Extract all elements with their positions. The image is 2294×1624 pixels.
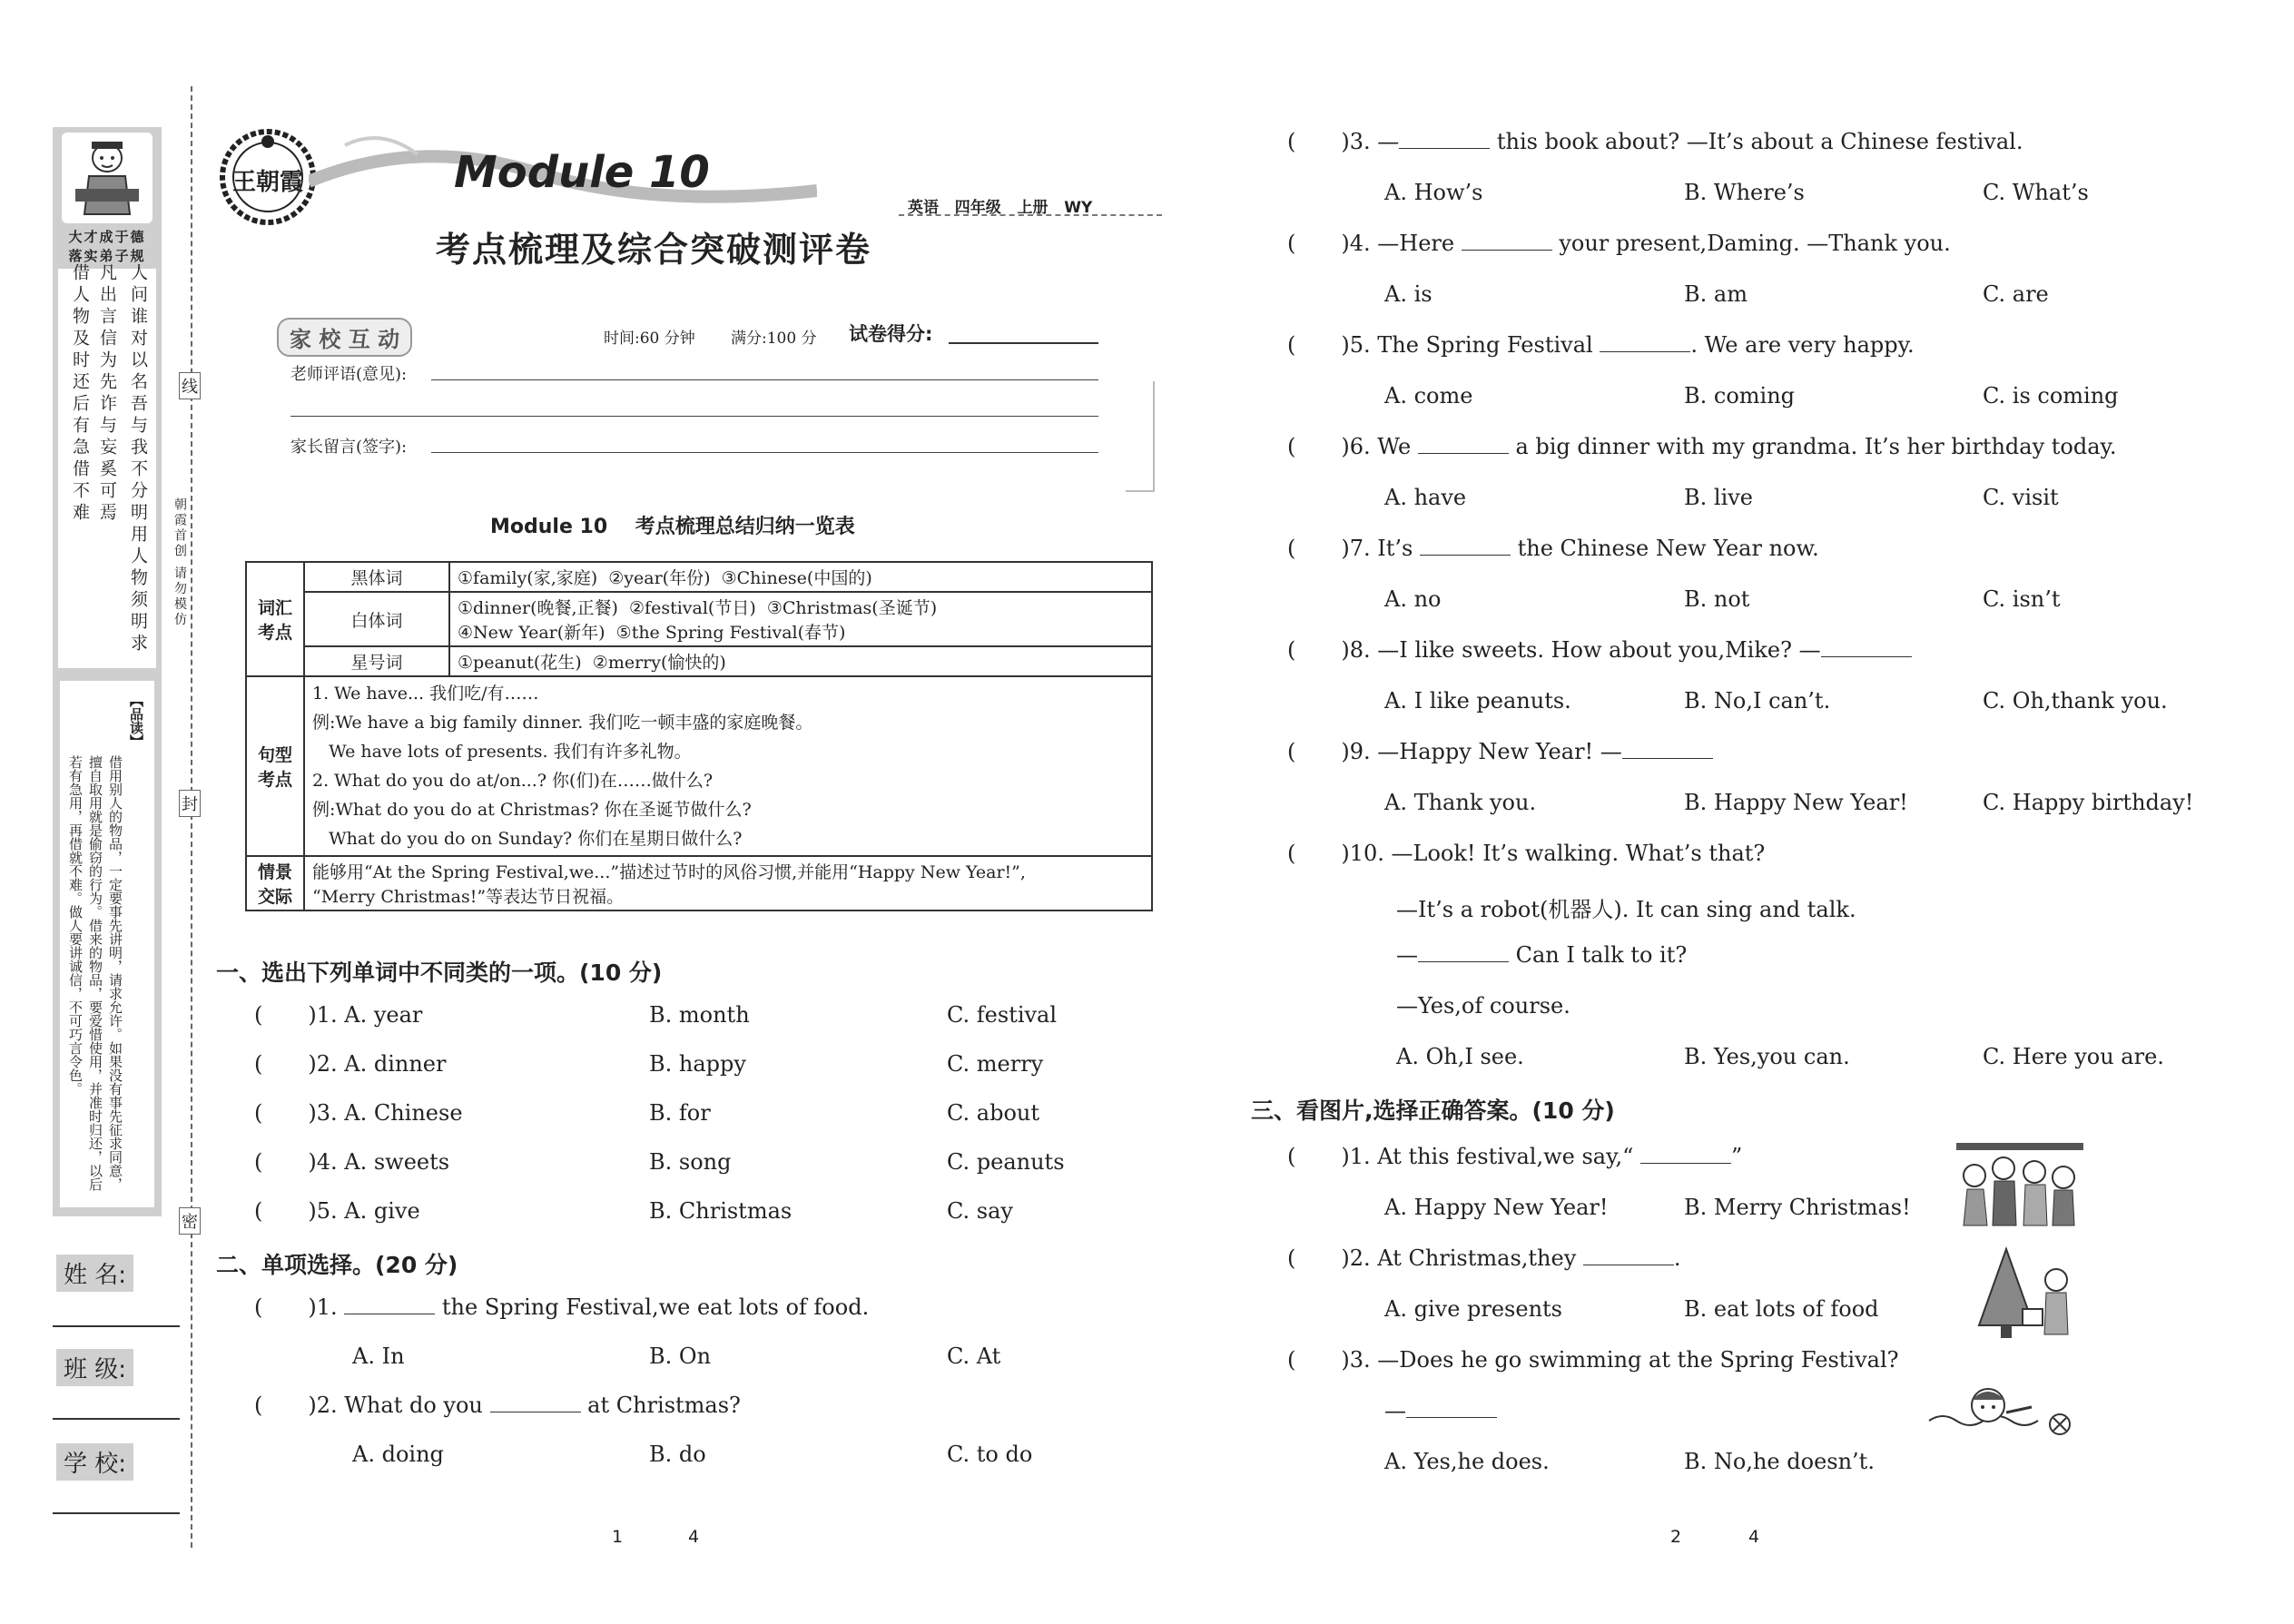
s2-q9-option-c: C. Happy birthday! [1983,790,2194,815]
module-title: Module 10 [454,147,710,198]
s1-q4-option-c: C. peanuts [947,1149,1065,1175]
plain-words-cell [449,592,1152,646]
s3-q2-option-a: A. give presents [1384,1296,1562,1322]
s2-q8-option-a: A. I like peanuts. [1384,688,1571,714]
cross-mark-icon [2048,1412,2072,1436]
s2-q10-line-3: — Can I talk to it? [1396,942,1688,968]
s1-q1-option-c: C. festival [947,1002,1058,1028]
s1-q3-option-c: C. about [947,1100,1039,1126]
answer-blank[interactable] [1640,1162,1731,1164]
answer-blank[interactable] [1583,1264,1674,1265]
left-page-number: 1 [612,1527,624,1547]
answer-paren[interactable]: ( [254,1393,263,1418]
sentence-line-6: What do you do on Sunday? 你们在星期日做什么? [312,829,743,849]
vocab-label: 词汇考点 [246,562,304,676]
s2-q6-option-c: C. visit [1983,485,2059,510]
verse-column-3: 借人物及时还后有急借不难 [70,263,90,525]
interaction-frame [1126,381,1155,492]
class-label: 班 级: [56,1349,133,1386]
tag-edition: WY [1064,199,1093,217]
answer-paren[interactable]: ( [1287,841,1296,866]
s3-q2: ( )2. At Christmas,they . [1287,1245,1681,1271]
answer-paren[interactable]: ( [254,1002,263,1028]
s2-q10-line-4: —Yes,of course. [1396,993,1570,1019]
teacher-comment-label: 老师评语(意见): [290,365,408,384]
s1-q3-option-b: B. for [649,1100,711,1126]
s3-q3-option-b: B. No,he doesn’t. [1684,1449,1875,1474]
plain-words-label: 白体词 [304,592,449,646]
school-label: 学 校: [56,1443,133,1481]
teacher-comment-field[interactable] [431,379,1098,380]
christmas-tree-picture [1970,1244,2088,1343]
tag-subject: 英语 [908,199,939,217]
answer-blank[interactable] [1418,452,1509,454]
s2-q7-option-c: C. isn’t [1983,586,2061,612]
s3-q1-option-a: A. Happy New Year! [1384,1195,1609,1220]
s2-q1-option-c: C. At [947,1343,1001,1369]
s2-q4: ( )4. —Here your present,Daming. —Thank you. [1287,231,1951,256]
s2-q9-option-b: B. Happy New Year! [1684,790,1908,815]
right-page-total: 4 [1748,1527,1760,1547]
s2-q4-option-a: A. is [1384,281,1433,307]
s2-q1-option-a: A. In [352,1343,405,1369]
s3-q2-option-b: B. eat lots of food [1684,1296,1879,1322]
left-sidebar [53,127,162,1216]
s2-q3: ( )3. — this book about? —It’s about a Chinese festival. [1287,129,2023,154]
situation-cell [304,856,1152,910]
s2-q6-option-a: A. have [1384,485,1467,510]
s2-q7: ( )7. It’s the Chinese New Year now. [1287,536,1819,561]
s2-q3-option-b: B. Where’s [1684,180,1805,205]
answer-blank[interactable] [1406,1416,1497,1418]
s2-q5-option-b: B. coming [1684,383,1796,408]
summary-table-wrap [245,561,1153,911]
s3-q3: ( )3. —Does he go swimming at the Spring Festival? [1287,1347,1899,1373]
sentence-line-1: 1. We have... 我们吃/有…… [312,684,539,704]
answer-blank[interactable] [1600,350,1690,352]
scholar-illustration [62,133,153,223]
tag-term: 上册 [1017,199,1049,217]
s2-q6: ( )6. We a big dinner with my grandma. It’s her birthday today. [1287,434,2117,459]
sentence-cell [304,676,1152,856]
situation-line-1: 能够用“At the Spring Festival,we...”描述过节时的风俗习惯,并能用“Happy New Year!”, [312,862,1026,882]
exam-full-score: 满分:100 分 [731,330,817,348]
s2-q1: ( )1. the Spring Festival,we eat lots of food. [254,1294,870,1320]
summary-title: Module 10 考点梳理总结归纳一览表 [490,516,855,538]
s2-q7-option-b: B. not [1684,586,1750,612]
s3-q3-line-2: — [1384,1398,1497,1423]
s1-q2: ( )2. A. dinner [254,1051,447,1077]
answer-paren[interactable]: ( [254,1051,263,1077]
exam-time: 时间:60 分钟 [604,330,695,348]
s2-q8: ( )8. —I like sweets. How about you,Mike? — [1287,637,1912,663]
s2-q1-option-b: B. On [649,1343,712,1369]
s1-q5-option-c: C. say [947,1198,1013,1224]
pindu-text: 借用别人的物品，一定要事先讲明，请求允许。如果没有事先征求同意，擅自取用就是偷窃的行为。借来的物品，要爱惜使用，并准时归还，以后若有急用，再借就不难。做人要讲诚信，不可巧言令色。 [67,755,123,1191]
s2-q2-option-b: B. do [649,1442,706,1467]
answer-paren[interactable]: ( [1287,637,1296,663]
motto-line-1: 大才成于德 [68,229,146,245]
answer-paren[interactable]: ( [1287,739,1296,764]
s3-q1-option-b: B. Merry Christmas! [1684,1195,1911,1220]
s3-q1: ( )1. At this festival,we say,“ ” [1287,1144,1743,1169]
class-field[interactable] [53,1418,180,1420]
interaction-badge: 家 校 互 动 [277,318,412,357]
parent-message-label: 家长留言(签字): [290,438,408,457]
tag-grade: 四年级 [954,199,1001,217]
section1-title: 一、选出下列单词中不同类的一项。(10 分) [216,960,663,986]
s2-q10-line-2: —It’s a robot(机器人). It can sing and talk. [1396,897,1856,922]
s2-q4-option-c: C. are [1983,281,2049,307]
answer-blank[interactable] [1622,757,1713,759]
pindu-label: 【品读】 [128,694,144,748]
motto-line-2: 落实弟子规 [68,248,146,264]
sentence-line-2: 例:We have a big family dinner. 我们吃一顿丰盛的家庭晚餐。 [312,713,813,733]
answer-blank[interactable] [1418,960,1509,962]
answer-paren[interactable]: ( [254,1198,263,1224]
situation-line-2: “Merry Christmas!”等表达节日祝福。 [312,887,625,907]
s2-q3-option-a: A. How’s [1384,180,1483,205]
s2-q10: ( )10. —Look! It’s walking. What’s that? [1287,841,1766,866]
fold-mark-2: 封 [179,790,201,817]
festival-crowd-picture [1947,1139,2088,1235]
answer-paren[interactable]: ( [254,1149,263,1175]
bold-words: ①family(家,家庭) ②year(年份) ③Chinese(中国的) [449,562,1152,592]
parent-message-field[interactable] [431,452,1098,453]
s2-q8-option-b: B. No,I can’t. [1684,688,1831,714]
plain-words-line-2: ④New Year(新年) ⑤the Spring Festival(春节) [458,623,846,643]
s2-q5-option-c: C. is coming [1983,383,2119,408]
score-field[interactable] [949,342,1098,344]
sentence-line-3: We have lots of presents. 我们有许多礼物。 [312,742,692,762]
exam-title: 考点梳理及综合突破测评卷 [436,230,872,270]
star-words-label: 星号词 [304,646,449,676]
s2-q2-option-a: A. doing [352,1442,444,1467]
answer-paren[interactable]: ( [254,1294,263,1320]
right-page-number: 2 [1670,1527,1682,1547]
star-words: ①peanut(花生) ②merry(愉快的) [449,646,1152,676]
s2-q5: ( )5. The Spring Festival . We are very happy. [1287,332,1915,358]
s2-q5-option-a: A. come [1384,383,1473,408]
s2-q10-option-b: B. Yes,you can. [1684,1044,1850,1069]
sentence-line-4: 2. What do you do at/on...? 你(们)在……做什么? [312,771,714,791]
answer-paren[interactable]: ( [1287,231,1296,256]
s2-q7-option-a: A. no [1384,586,1442,612]
answer-paren[interactable]: ( [1287,536,1296,561]
fold-line [191,86,192,1548]
s2-q8-option-c: C. Oh,thank you. [1983,688,2168,714]
s2-q6-option-b: B. live [1684,485,1754,510]
situation-label: 情景交际 [246,856,304,910]
answer-paren[interactable]: ( [1287,1245,1296,1271]
answer-blank[interactable] [1462,249,1552,251]
answer-blank[interactable] [1420,554,1511,556]
s2-q3-option-c: C. What’s [1983,180,2089,205]
s1-q4-option-b: B. song [649,1149,732,1175]
answer-paren[interactable]: ( [1287,129,1296,154]
s1-q2-option-b: B. happy [649,1051,746,1077]
answer-paren[interactable]: ( [1287,434,1296,459]
left-page-total: 4 [688,1527,700,1547]
school-field[interactable] [53,1512,180,1514]
s1-q1: ( )1. A. year [254,1002,423,1028]
fold-mark-1: 线 [179,372,201,399]
s2-q2-option-c: C. to do [947,1442,1033,1467]
fold-mark-3: 密 [179,1207,201,1235]
sentence-label: 句型考点 [246,676,304,856]
s3-q3-option-a: A. Yes,he does. [1384,1449,1550,1474]
verse-column-2: 凡出言信为先诈与妄奚可焉 [97,263,117,525]
s1-q4: ( )4. A. sweets [254,1149,450,1175]
answer-paren[interactable]: ( [1287,1144,1296,1169]
s2-q9: ( )9. —Happy New Year! — [1287,739,1713,764]
header-dashed-line [899,214,1162,216]
score-label: 试卷得分: [849,323,933,345]
copyright-note: 朝霞首创 请勿模仿 [172,497,187,628]
section2-title: 二、单项选择。(20 分) [216,1252,458,1278]
s2-q10-option-a: A. Oh,I see. [1396,1044,1524,1069]
bold-words-label: 黑体词 [304,562,449,592]
teacher-comment-line-2 [290,416,1098,417]
summary-table [245,561,1153,911]
s1-q5-option-b: B. Christmas [649,1198,793,1224]
name-label: 姓 名: [56,1255,133,1292]
s1-q2-option-c: C. merry [947,1051,1044,1077]
s2-q2: ( )2. What do you at Christmas? [254,1393,741,1418]
brand-name: 王朝霞 [231,169,303,196]
name-field[interactable] [53,1325,180,1327]
s2-q9-option-a: A. Thank you. [1384,790,1537,815]
s2-q4-option-b: B. am [1684,281,1748,307]
answer-paren[interactable]: ( [1287,1347,1296,1373]
verse-column-1: 人问谁对以名吾与我不分明用人物须明求 [128,263,148,655]
answer-blank[interactable] [490,1411,581,1412]
s1-q3: ( )3. A. Chinese [254,1100,463,1126]
section3-title: 三、看图片,选择正确答案。(10 分) [1251,1097,1615,1124]
s1-q1-option-b: B. month [649,1002,750,1028]
answer-blank[interactable] [1821,655,1912,657]
answer-blank[interactable] [1399,147,1490,149]
s1-q5: ( )5. A. give [254,1198,420,1224]
answer-paren[interactable]: ( [1287,332,1296,358]
answer-paren[interactable]: ( [254,1100,263,1126]
plain-words-line-1: ①dinner(晚餐,正餐) ②festival(节日) ③Christmas(圣诞节) [458,598,938,618]
answer-blank[interactable] [344,1313,435,1314]
s2-q10-option-c: C. Here you are. [1983,1044,2164,1069]
sentence-line-5: 例:What do you do at Christmas? 你在圣诞节做什么? [312,800,752,820]
